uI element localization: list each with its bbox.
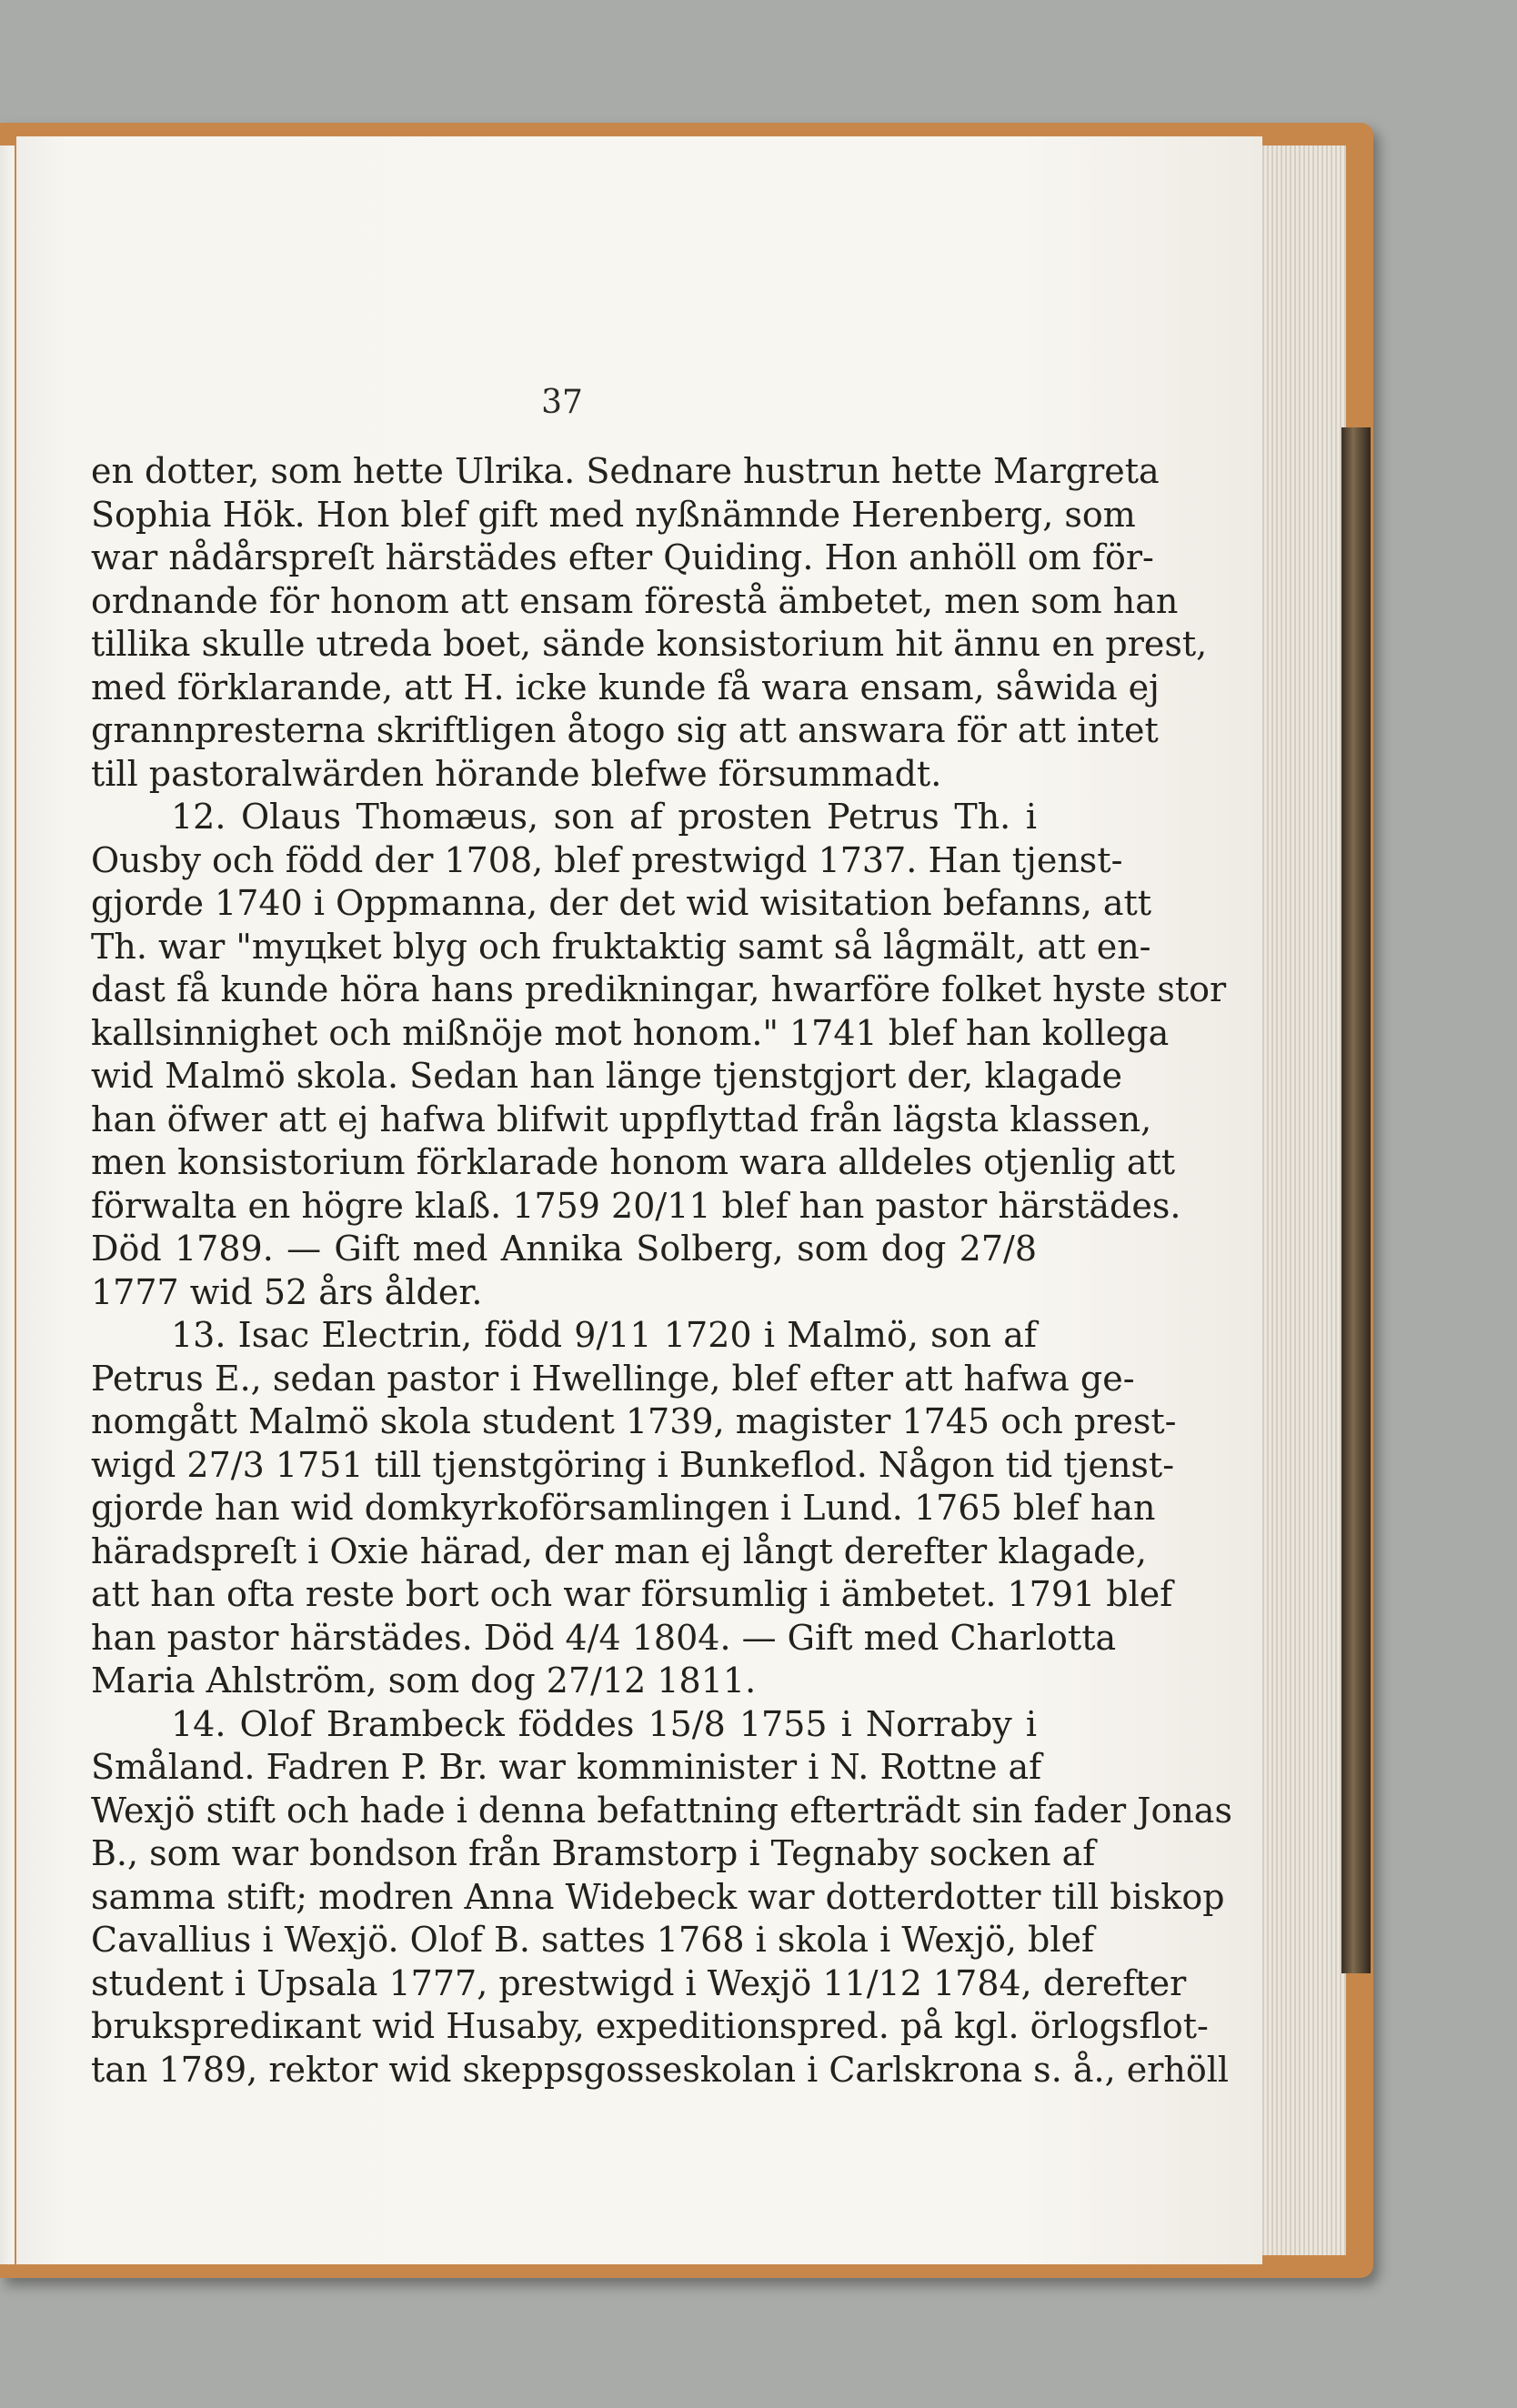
text-line: Död 1789. — Gift med Annika Solberg, som dog 27/8 xyxy=(91,1229,1037,1269)
page-edges xyxy=(1255,145,1346,2255)
cover-binding-strip xyxy=(1341,427,1371,1973)
entry-first-line: 13. Isac Electrin, född 9/11 1720 i Malmö, son af xyxy=(171,1315,1037,1355)
text-line: Ousby och född der 1708, blef prestwigd 1737. Han tjenst- xyxy=(91,839,1123,880)
text-line: student i Upsala 1777, prestwigd i Wexjö 11/12 1784, derefter xyxy=(91,1962,1187,2003)
book-page xyxy=(16,136,1262,2264)
text-line: Sophia Hök. Hon blef gift med nyßnämnde Herenberg, som xyxy=(91,494,1136,535)
text-line: gjorde han wid domkyrkoförsamlingen i Lund. 1765 blef han xyxy=(91,1488,1156,1528)
text-line: B., som war bondson från Bramstorp i Tegnaby socken af xyxy=(91,1833,1096,1873)
text-line: häradspreſt i Oxie härad, der man ej långt derefter klagade, xyxy=(91,1530,1147,1571)
text-line: kallsinnighet och mißnöje mot honom." 1741 blef han kollega xyxy=(91,1012,1170,1053)
entry-first-line: 12. Olaus Thomæus, son af prosten Petrus Th. i xyxy=(171,797,1037,837)
text-line: han pastor härstädes. Död 4/4 1804. — Gift med Charlotta xyxy=(91,1617,1117,1658)
text-line: Petrus E., sedan pastor i Hwellinge, blef efter att hafwa ge- xyxy=(91,1358,1135,1399)
text-line: förwalta en högre klaß. 1759 20/11 blef han pastor härstädes. xyxy=(91,1185,1181,1226)
previous-page-edge xyxy=(0,145,15,2264)
text-line: han öfwer att ej hafwa blifwit uppflyttad från lägsta klassen, xyxy=(91,1099,1152,1139)
page-text xyxy=(91,450,1232,2092)
text-line: nomgått Malmö skola student 1739, magister 1745 och prest- xyxy=(91,1401,1177,1441)
text-line: wid Malmö skola. Sedan han länge tjenstgjort der, klagade xyxy=(91,1056,1122,1096)
text-line: war nådårspreſt härstädes efter Quiding. Hon anhöll om för- xyxy=(91,537,1154,577)
text-line: 1777 wid 52 års ålder. xyxy=(91,1271,483,1312)
text-line: Wexjö stift och hade i denna befattning efterträdt sin fader Jonas xyxy=(91,1790,1232,1831)
text-line: med förklarande, att H. icke kunde få wara ensam, såwida ej xyxy=(91,667,1160,707)
text-line: tillika skulle utreda boet, sände konsistorium hit ännu en prest, xyxy=(91,624,1208,664)
text-line: samma stift; modren Anna Widebeck war dotterdotter till biskop xyxy=(91,1876,1225,1917)
text-line: wigd 27/3 1751 till tjenstgöring i Bunkeflod. Någon tid tjenst- xyxy=(91,1444,1175,1485)
text-line: bruksprediкant wid Husaby, expeditionspred. på kgl. örlogsflot- xyxy=(91,2006,1209,2046)
text-line: Maria Ahlström, som dog 27/12 1811. xyxy=(91,1661,757,1701)
text-line: Småland. Fadren P. Br. war komminister i N. Rottne af xyxy=(91,1747,1042,1787)
text-line: Th. war "myцket blyg och fruktaktig samt så lågmält, att en- xyxy=(91,926,1151,967)
text-line: tan 1789, rektor wid skeppsgosseskolan i Carlskrona s. å., erhöll xyxy=(91,2049,1230,2090)
entry-first-line: 14. Olof Brambeck föddes 15/8 1755 i Norraby i xyxy=(171,1703,1037,1744)
text-line: en dotter, som hette Ulrika. Sednare hustrun hette Margreta xyxy=(91,451,1160,491)
text-line: till pastoralwärden hörande blefwe försummadt. xyxy=(91,753,942,794)
text-line: Cavallius i Wexjö. Olof B. sattes 1768 i skola i Wexjö, blef xyxy=(91,1920,1095,1960)
text-line: ordnande för honom att ensam förestå ämbetet, men som han xyxy=(91,580,1179,621)
page-number: 37 xyxy=(541,384,583,421)
text-line: men konsistorium förklarade honom wara alldeles otjenlig att xyxy=(91,1142,1176,1182)
text-line: att han ofta reste bort och war försumlig i ämbetet. 1791 blef xyxy=(91,1574,1173,1614)
text-line: grannpresterna skriftligen åtogo sig att answara för att intet xyxy=(91,710,1159,750)
text-line: dast få kunde höra hans predikningar, hwarföre folket hyste stor xyxy=(91,969,1227,1009)
text-line: gjorde 1740 i Oppmanna, der det wid wisitation befanns, att xyxy=(91,883,1152,923)
